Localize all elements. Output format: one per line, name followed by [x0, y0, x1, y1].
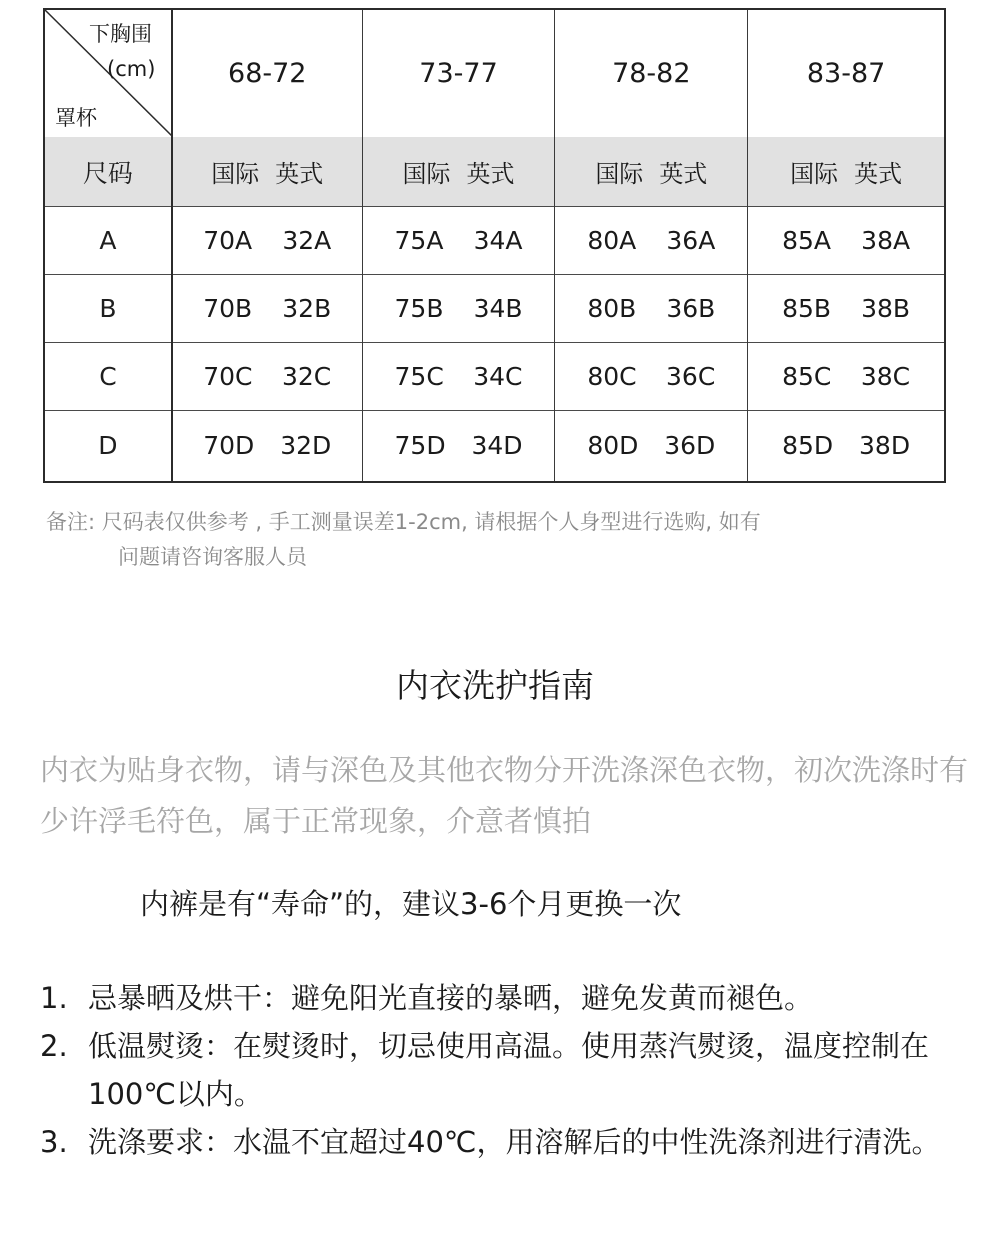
cup-cell: C: [45, 342, 173, 410]
size-cell: [363, 274, 556, 342]
cup-cell: A: [45, 206, 173, 274]
size-value: 38A: [861, 225, 911, 255]
table-row: [45, 410, 944, 481]
size-cell: [748, 342, 944, 410]
list-item-text: 忌暴晒及烘干：避免阳光直接的暴晒，避免发黄而褪色。: [88, 981, 814, 1015]
size-table: [43, 8, 946, 483]
size-value: 34A: [473, 225, 523, 255]
size-value: 75B: [394, 293, 444, 323]
size-cell: [173, 274, 363, 342]
size-value: 36B: [666, 293, 716, 323]
list-item-number: 3.: [40, 1125, 68, 1159]
size-value: 80C: [587, 361, 637, 391]
size-value: 32A: [282, 225, 332, 255]
size-value: 32B: [282, 293, 332, 323]
size-note: [46, 505, 946, 575]
size-cell: [363, 206, 556, 274]
size-cell: [748, 274, 944, 342]
size-value: 36A: [666, 225, 716, 255]
size-value: 70D: [203, 431, 255, 460]
list-item-number: 2.: [40, 1029, 68, 1063]
list-item-text: 低温熨烫：在熨烫时，切忌使用高温。使用蒸汽熨烫，温度控制在100℃以内。: [88, 1029, 930, 1111]
cup-cell: B: [45, 274, 173, 342]
size-value: 38B: [861, 293, 911, 323]
size-cell: [555, 206, 748, 274]
standard-labels: [363, 137, 556, 206]
size-value: 32C: [281, 361, 332, 391]
care-guide-title: 内衣洗护指南: [396, 666, 594, 705]
size-value: 英式: [854, 160, 903, 188]
size-value: 34D: [471, 431, 523, 460]
size-cell: [748, 206, 944, 274]
size-cell: [748, 410, 944, 481]
standard-labels: [173, 137, 363, 206]
range-header: 83-87: [806, 58, 886, 89]
corner-cell: [45, 10, 173, 137]
size-value: 国际: [595, 160, 644, 188]
size-value: 34B: [473, 293, 523, 323]
size-value: 85C: [782, 361, 832, 391]
table-row: [45, 342, 944, 411]
size-value: 34C: [473, 361, 523, 391]
size-value: 英式: [659, 160, 708, 188]
list-item-number: 1.: [40, 981, 68, 1015]
note-line-2: 问题请咨询客服人员: [118, 545, 307, 569]
care-instructions-list: [40, 974, 960, 1166]
corner-cup-label: 罩杯: [55, 106, 97, 130]
size-value: 国际: [211, 160, 260, 188]
size-cell: [363, 410, 556, 481]
size-value: 80D: [587, 431, 639, 460]
range-header: 73-77: [363, 10, 556, 137]
size-value: 85A: [782, 225, 832, 255]
corner-unit-label: (cm): [107, 57, 156, 81]
size-cell: [555, 342, 748, 410]
list-item-text: 洗涤要求：水温不宜超过40℃，用溶解后的中性洗涤剂进行清洗。: [88, 1125, 941, 1159]
care-intro-text: 内衣为贴身衣物，请与深色及其他衣物分开洗涤深色衣物，初次洗涤时有少许浮毛符色，属于正常现象，介意者慎拍: [40, 753, 969, 838]
size-value: 英式: [275, 160, 324, 188]
size-cell: [555, 274, 748, 342]
range-header: 78-82: [555, 10, 748, 137]
cup-cell: D: [45, 410, 173, 481]
corner-underbust-label: 下胸围: [89, 22, 152, 46]
range-header: 68-72: [173, 10, 363, 137]
size-value: 36C: [666, 361, 716, 391]
size-label-cell: 尺码: [45, 137, 173, 206]
size-value: 36D: [664, 431, 716, 460]
size-value: 75D: [394, 431, 446, 460]
size-value: 85D: [782, 431, 834, 460]
size-cell: [173, 410, 363, 481]
care-tip-text: 内裤是有“寿命”的，建议3-6个月更换一次: [140, 887, 682, 921]
size-value: 75A: [394, 225, 444, 255]
size-value: 英式: [466, 160, 515, 188]
standard-labels: [748, 137, 944, 206]
size-value: 75C: [394, 361, 444, 391]
size-value: 国际: [402, 160, 451, 188]
table-subheader-row: [45, 137, 944, 207]
size-value: 38D: [859, 431, 911, 460]
table-header-row: [45, 10, 944, 139]
size-value: 70A: [203, 225, 253, 255]
list-item: [40, 1022, 960, 1118]
size-cell: [173, 206, 363, 274]
standard-labels: [555, 137, 748, 206]
size-value: 32D: [280, 431, 332, 460]
size-value: 70B: [203, 293, 253, 323]
size-cell: [173, 342, 363, 410]
table-row: [45, 206, 944, 275]
list-item: [40, 974, 960, 1022]
size-value: 80B: [587, 293, 637, 323]
size-cell: [363, 342, 556, 410]
size-value: 38C: [860, 361, 911, 391]
size-value: 70C: [203, 361, 253, 391]
note-line-1: 备注: 尺码表仅供参考 , 手工测量误差1-2cm, 请根据个人身型进行选购, 如有: [46, 510, 761, 534]
list-item: [40, 1118, 960, 1166]
size-value: 85B: [782, 293, 832, 323]
size-cell: [555, 410, 748, 481]
size-value: 国际: [790, 160, 839, 188]
table-row: [45, 274, 944, 343]
size-value: 80A: [587, 225, 637, 255]
